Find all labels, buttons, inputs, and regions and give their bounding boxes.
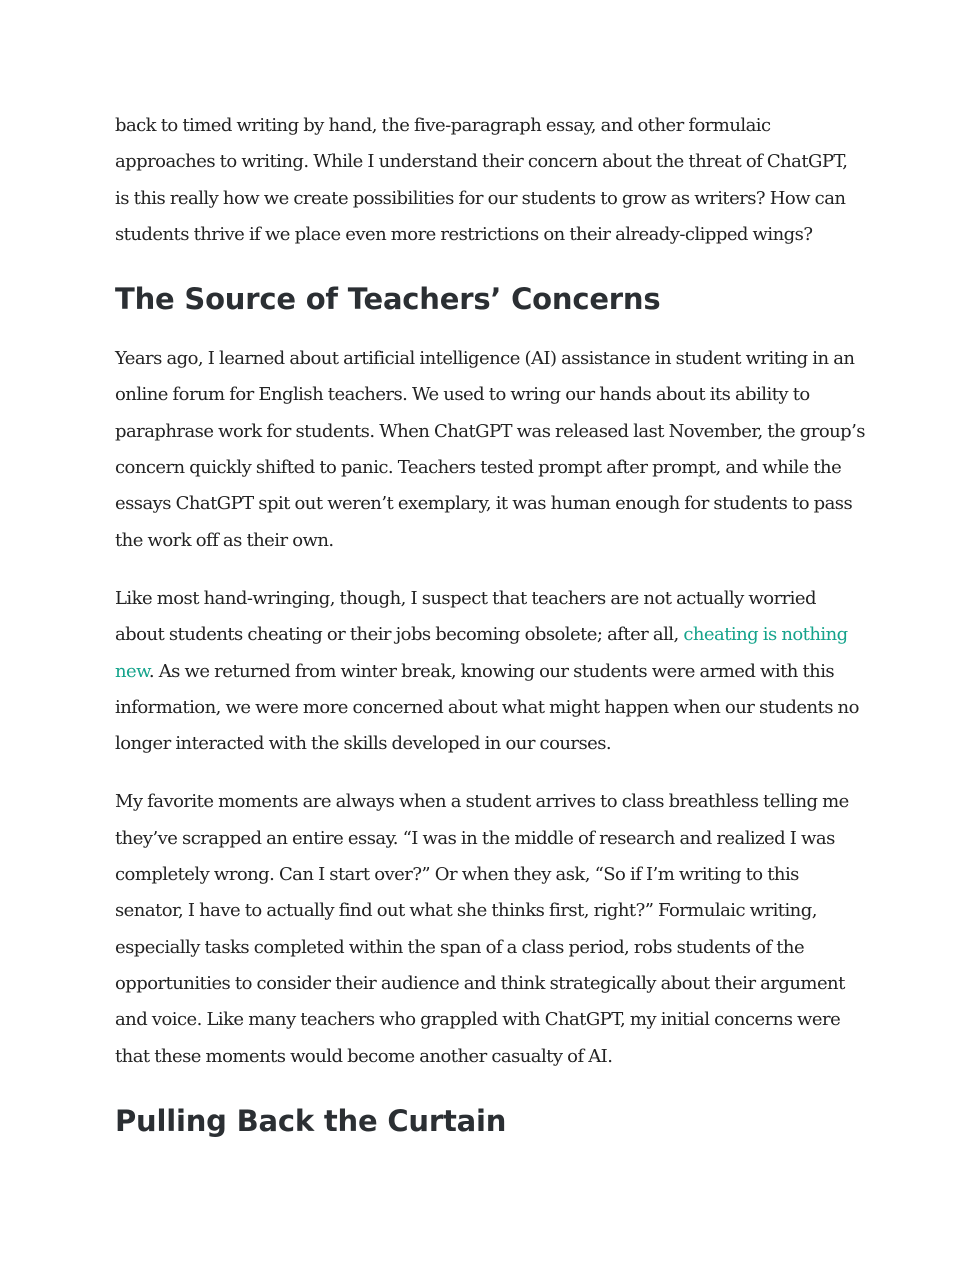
section-heading-source-of-concerns: The Source of Teachers’ Concerns — [115, 282, 661, 317]
paragraph-hand-wringing — [115, 581, 865, 762]
paragraph-text-before-link: Like most hand-wringing, though, I suspect that teachers are not actually worried about students cheating or their jobs becoming obsolete; after all, — [115, 587, 816, 646]
paragraph-ai-forum: Years ago, I learned about artificial intelligence (AI) assistance in student writing in an online forum for English teachers. We used to wring our hands about its ability to paraphrase work for students. When ChatGPT was released last November, the group’s concern quickly shifted to panic. Teachers tested prompt after prompt, and while the essays ChatGPT spit out weren’t exemplary, it was human enough for students to pass the work off as their own. — [115, 348, 865, 551]
paragraph-favorite-moments: My favorite moments are always when a student arrives to class breathless telling me they’ve scrapped an entire essay. “I was in the middle of research and realized I was completely wrong. Can I start over?” Or when they ask, “So if I’m writing to this senator, I have to actually find out what she thinks first, right?” Formulaic writing, especially tasks completed within the span of a class period, robs students of the opportunities to consider their audience and think strategically about their argument and voice. Like many teachers who grappled with ChatGPT, my initial concerns were that these moments would become another casualty of AI. — [115, 791, 849, 1067]
paragraph-text-after-link: . As we returned from winter break, knowing our students were armed with this information, we were more concerned about what might happen when our students no longer interacted with the skills developed in our courses. — [115, 660, 859, 755]
article-body — [115, 108, 865, 1163]
cheating-is-nothing-new-link[interactable]: cheating is nothing new — [115, 624, 848, 682]
section-heading-pulling-back-curtain: Pulling Back the Curtain — [115, 1103, 507, 1138]
paragraph-intro: back to timed writing by hand, the five-paragraph essay, and other formulaic approaches to writing. While I understand their concern about the threat of ChatGPT, is this really how we create possibilities for our students to grow as writers? How can students thrive if we place even more restrictions on their already-clipped wings? — [115, 115, 848, 245]
